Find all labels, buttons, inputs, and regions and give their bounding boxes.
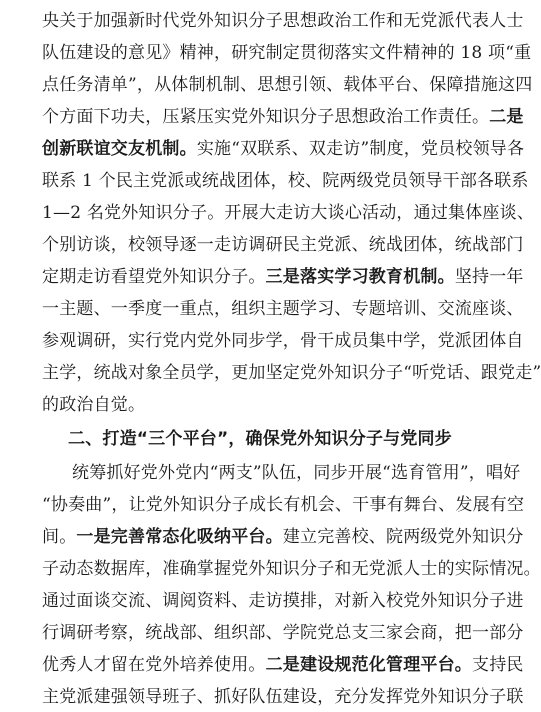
paragraph-line <box>42 134 525 164</box>
bold-run: 创新联谊交友机制。 <box>42 139 197 159</box>
text-run: 参观调研，实行党内党外同步学，骨干成员集中学，党派团体自 <box>42 331 524 351</box>
paragraph-line <box>42 102 524 132</box>
paragraph-line <box>42 358 541 388</box>
paragraph-line <box>42 38 532 68</box>
text-run: 定期走访看望党外知识分子。 <box>42 267 266 287</box>
text-run: 一主题、一季度一重点，组织主题学习、专题培训、交流座谈、 <box>42 299 524 319</box>
paragraph-line <box>42 458 521 488</box>
paragraph-line <box>42 682 524 712</box>
text-run: 子动态数据库，准确掌握党外知识分子和无党派人士的实际情况。 <box>42 559 541 579</box>
text-run: 坚持一年 <box>454 267 524 287</box>
section-heading <box>68 424 518 454</box>
text-run: 实施“双联系、双走访”制度，党员校领导各 <box>196 139 525 159</box>
bold-run: 一是完善常态化吸纳平台。 <box>76 527 283 547</box>
text-run: 优秀人才留在党外培养使用。 <box>42 655 266 675</box>
paragraph-line <box>42 166 529 196</box>
paragraph-line <box>42 586 524 616</box>
text-run: 间。 <box>42 527 77 547</box>
text-run: 点任务清单”，从体制机制、思想引领、载体平台、保障措施这四 <box>42 75 533 95</box>
text-run: 1—2 名党外知识分子。开展大走访大谈心活动，通过集体座谈、 <box>42 203 535 223</box>
text-run: 通过面谈交流、调阅资料、走访摸排，对新入校党外知识分子进 <box>42 591 524 611</box>
bold-run: 三是落实学习教育机制。 <box>265 267 455 287</box>
paragraph-line <box>42 618 524 648</box>
text-run: 队伍建设的意见》精神，研究制定贯彻落实文件精神的 18 项“重 <box>42 43 532 63</box>
text-run: 主学，统战对象全员学，更加坚定党外知识分子“听党话、跟党走” <box>42 363 541 383</box>
heading-text: 二、打造“三个平台”，确保党外知识分子与党同步 <box>68 429 452 449</box>
paragraph-line <box>42 262 524 292</box>
paragraph-line <box>42 650 524 680</box>
paragraph-line <box>42 326 524 356</box>
paragraph-line <box>42 70 533 100</box>
text-run: 支持民 <box>472 655 524 675</box>
text-run: 央关于加强新时代党外知识分子思想政治工作和无党派代表人士 <box>42 11 524 31</box>
paragraph-line <box>42 294 524 324</box>
bold-run: 二是 <box>489 107 524 127</box>
text-run: 行调研考察，统战部、组织部、学院党总支三家会商，把一部分 <box>42 623 524 643</box>
paragraph-line <box>42 554 541 584</box>
paragraph-line <box>42 522 524 552</box>
paragraph-line <box>42 6 524 36</box>
text-run: 建立完善校、院两级党外知识分 <box>282 527 524 547</box>
text-run: 联系 1 个民主党派或统战团体，校、院两级党员领导干部各联系 <box>42 171 529 191</box>
bold-run: 二是建设规范化管理平台。 <box>265 655 473 675</box>
text-run: 主党派建强领导班子、抓好队伍建设，充分发挥党外知识分子联 <box>42 687 524 707</box>
paragraph-line <box>42 230 524 260</box>
paragraph-line <box>42 390 492 420</box>
text-run: 个别访谈，校领导逐一走访调研民主党派、统战团体，统战部门 <box>42 235 524 255</box>
paragraph-line <box>42 198 535 228</box>
text-run: 的政治自觉。 <box>42 395 146 415</box>
text-run: 统筹抓好党外党内“两支”队伍，同步开展“选育管用”，唱好 <box>72 463 521 483</box>
text-run: “协奏曲”，让党外知识分子成长有机会、干事有舞台、发展有空 <box>42 495 525 515</box>
text-run: 个方面下功夫，压紧压实党外知识分子思想政治工作责任。 <box>42 107 490 127</box>
paragraph-line <box>42 490 525 520</box>
